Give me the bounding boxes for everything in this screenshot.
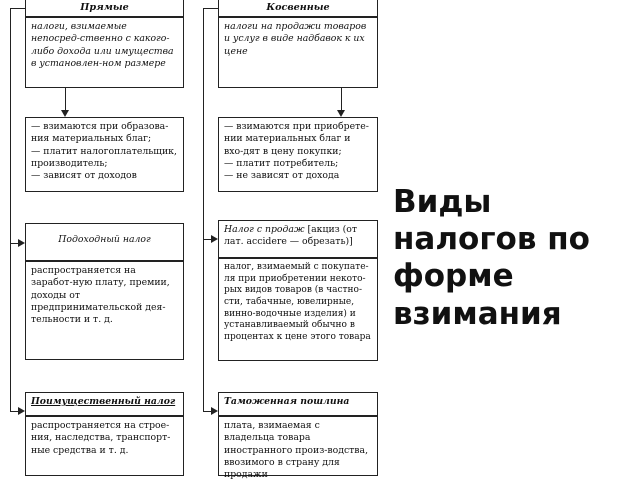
left-def-connector xyxy=(65,88,66,110)
indirect-definition-box xyxy=(218,17,378,88)
indirect-header-box xyxy=(218,0,378,17)
income-tax-description: распространяется на заработ-ную плату, премии, доходы от предпринимательской дея-тельности и т. д. xyxy=(31,265,170,326)
right-def-connector xyxy=(341,88,342,110)
customs-duty-name: Таможенная пошлина xyxy=(224,396,350,407)
sales-tax-name-suffix: [акциз (от лат. accidere — обрезать)] xyxy=(224,224,358,248)
indirect-feature-2: — платит потребитель; xyxy=(224,157,339,169)
right-branch-1-arrowhead xyxy=(211,235,218,243)
income-tax-name-box xyxy=(25,223,184,261)
direct-definition: налоги, взимаемые непосред-ственно с какого-либо дохода или имущества в установлен-ном размере xyxy=(31,21,174,69)
sales-tax-description: налог, взимаемый с покупате-ля при приобретении некото-рых видов товаров (в частно-сти, табачные, ювелирные, винно-водочные изделия) и устанавливаемый обычно в процентах к цене этого товара xyxy=(224,262,371,343)
left-branch-2 xyxy=(10,411,18,412)
right-branch-2 xyxy=(203,411,211,412)
direct-header-box xyxy=(25,0,184,17)
sales-tax-desc-box xyxy=(218,258,378,361)
customs-duty-desc-box xyxy=(218,416,378,481)
left-branch-2-arrowhead xyxy=(18,407,25,415)
slide-title-line-4: взимания xyxy=(393,295,562,332)
indirect-features-box xyxy=(218,117,378,192)
indirect-header: Косвенные xyxy=(266,2,330,13)
left-branch-1 xyxy=(10,243,18,244)
right-spine-top-stub xyxy=(203,8,218,9)
left-spine-top-stub xyxy=(10,8,25,9)
direct-feature-2: — платит налогоплательщик, производитель; xyxy=(31,145,177,169)
customs-duty-description: плата, взимаемая с владельца товара иностранного произ-водства, ввозимого в страну для продажи xyxy=(224,420,369,481)
customs-duty-name-box xyxy=(218,392,378,416)
sales-tax-name-box xyxy=(218,220,378,258)
right-def-arrowhead xyxy=(337,110,345,117)
indirect-feature-1: — взимаются при приобрете-нии материальных благ и вхо-дят в цену покупки; xyxy=(224,121,369,157)
slide-title-line-3: форме xyxy=(393,258,514,295)
indirect-definition: налоги на продажи товаров и услуг в виде надбавок к их цене xyxy=(224,21,367,57)
income-tax-name: Подоходный налог xyxy=(58,234,151,245)
left-def-arrowhead xyxy=(61,110,69,117)
direct-features-box xyxy=(25,117,184,192)
left-branch-1-arrowhead xyxy=(18,239,25,247)
right-branch-2-arrowhead xyxy=(211,407,218,415)
right-spine xyxy=(203,8,204,412)
slide-title-line-1: Виды xyxy=(393,184,492,220)
direct-definition-box xyxy=(25,17,184,88)
property-tax-desc-box xyxy=(25,416,184,476)
income-tax-desc-box xyxy=(25,261,184,360)
indirect-feature-3: — не зависят от дохода xyxy=(224,170,340,182)
property-tax-description: распространяется на строе-ния, наследства, транспорт-ные средства и т. д. xyxy=(31,420,171,456)
left-spine xyxy=(10,8,11,412)
direct-feature-1: — взимаются при образова-ния материальных благ; xyxy=(31,121,169,145)
slide-title-line-2: налогов по xyxy=(393,221,590,258)
slide-title xyxy=(393,184,633,333)
sales-tax-name: Налог с продаж xyxy=(224,224,305,235)
property-tax-name: Поимущественный налог xyxy=(31,396,176,407)
property-tax-name-box xyxy=(25,392,184,416)
direct-feature-3: — зависят от доходов xyxy=(31,170,137,182)
right-branch-1 xyxy=(203,239,211,240)
direct-header: Прямые xyxy=(80,2,129,13)
